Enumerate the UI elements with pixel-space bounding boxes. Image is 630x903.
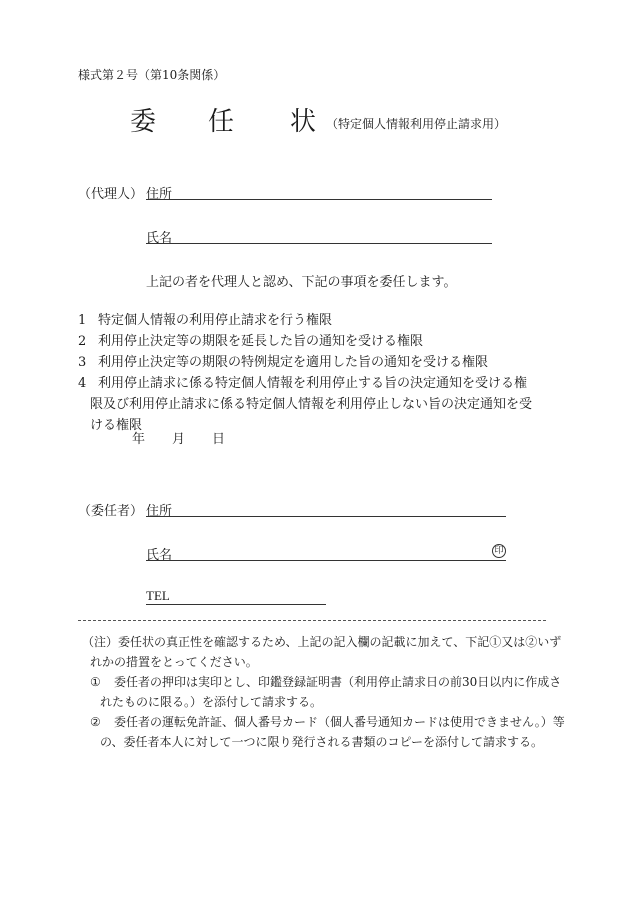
note-item xyxy=(82,712,565,732)
principal-address-field[interactable] xyxy=(146,516,506,517)
notes-section xyxy=(82,632,565,752)
list-item xyxy=(78,310,548,331)
agent-address-label: 住所 xyxy=(146,187,173,202)
principal-address-label: 住所 xyxy=(146,504,173,519)
seal-mark: 印 xyxy=(492,544,506,558)
item-number: 2 xyxy=(78,334,87,349)
note-text-continued: の、委任者本人に対して一つに限り発行される書類のコピーを添付して請求する。 xyxy=(100,735,544,749)
item-text: 利用停止決定等の期限を延長した旨の通知を受ける権限 xyxy=(98,334,424,349)
item-text-continued: 限及び利用停止請求に係る特定個人情報を利用停止しない旨の決定通知を受 xyxy=(90,397,533,412)
note-text: 委任者の運転免許証、個人番号カード（個人番号通知カードは使用できません。）等 xyxy=(114,715,565,729)
section-divider xyxy=(78,620,546,621)
date-year-label: 年 xyxy=(132,432,146,447)
note-intro-line: （注）委任状の真正性を確認するため、上記の記入欄の記載に加えて、下記①又は②いず xyxy=(82,635,562,649)
note-mark: ① xyxy=(90,675,101,689)
note-text-continued: れたものに限る。）を添付して請求する。 xyxy=(100,695,323,709)
principal-role-label: （委任者） xyxy=(78,504,144,519)
list-item xyxy=(78,373,548,394)
item-text-continued: ける権限 xyxy=(90,418,143,433)
date-day-label: 日 xyxy=(212,432,226,447)
title-char-3: 状 xyxy=(290,107,317,137)
principal-tel-label: TEL xyxy=(146,588,170,603)
delegation-statement: 上記の者を代理人と認め、下記の事項を委任します。 xyxy=(146,275,457,290)
principal-name-label: 氏名 xyxy=(146,548,173,563)
date-month-label: 月 xyxy=(172,432,186,447)
item-text: 利用停止決定等の期限の特例規定を適用した旨の通知を受ける権限 xyxy=(98,355,489,370)
agent-name-field[interactable] xyxy=(146,243,492,244)
delegated-items-list xyxy=(78,310,548,436)
item-number: 1 xyxy=(78,313,87,328)
agent-role-label: （代理人） xyxy=(78,187,144,202)
item-number: 3 xyxy=(78,355,87,370)
note-text: 委任者の押印は実印とし、印鑑登録証明書（利用停止請求日の前30日以内に作成さ xyxy=(114,675,562,689)
agent-name-label: 氏名 xyxy=(146,231,173,246)
list-item xyxy=(78,352,548,373)
item-text: 利用停止請求に係る特定個人情報を利用停止する旨の決定通知を受ける権 xyxy=(98,376,528,391)
title-char-2: 任 xyxy=(208,107,235,137)
title-char-1: 委 xyxy=(130,107,157,137)
note-mark: ② xyxy=(90,715,101,729)
form-number: 様式第２号（第10条関係） xyxy=(78,68,226,82)
principal-tel-field[interactable] xyxy=(146,604,326,605)
item-text: 特定個人情報の利用停止請求を行う権限 xyxy=(98,313,333,328)
list-item xyxy=(78,331,548,352)
title-subtitle: （特定個人情報利用停止請求用） xyxy=(326,117,507,131)
note-item xyxy=(82,672,562,692)
agent-address-field[interactable] xyxy=(146,199,492,200)
note-intro-line: れかの措置をとってください。 xyxy=(90,655,258,669)
principal-name-field[interactable] xyxy=(146,560,506,561)
item-number: 4 xyxy=(78,376,87,391)
